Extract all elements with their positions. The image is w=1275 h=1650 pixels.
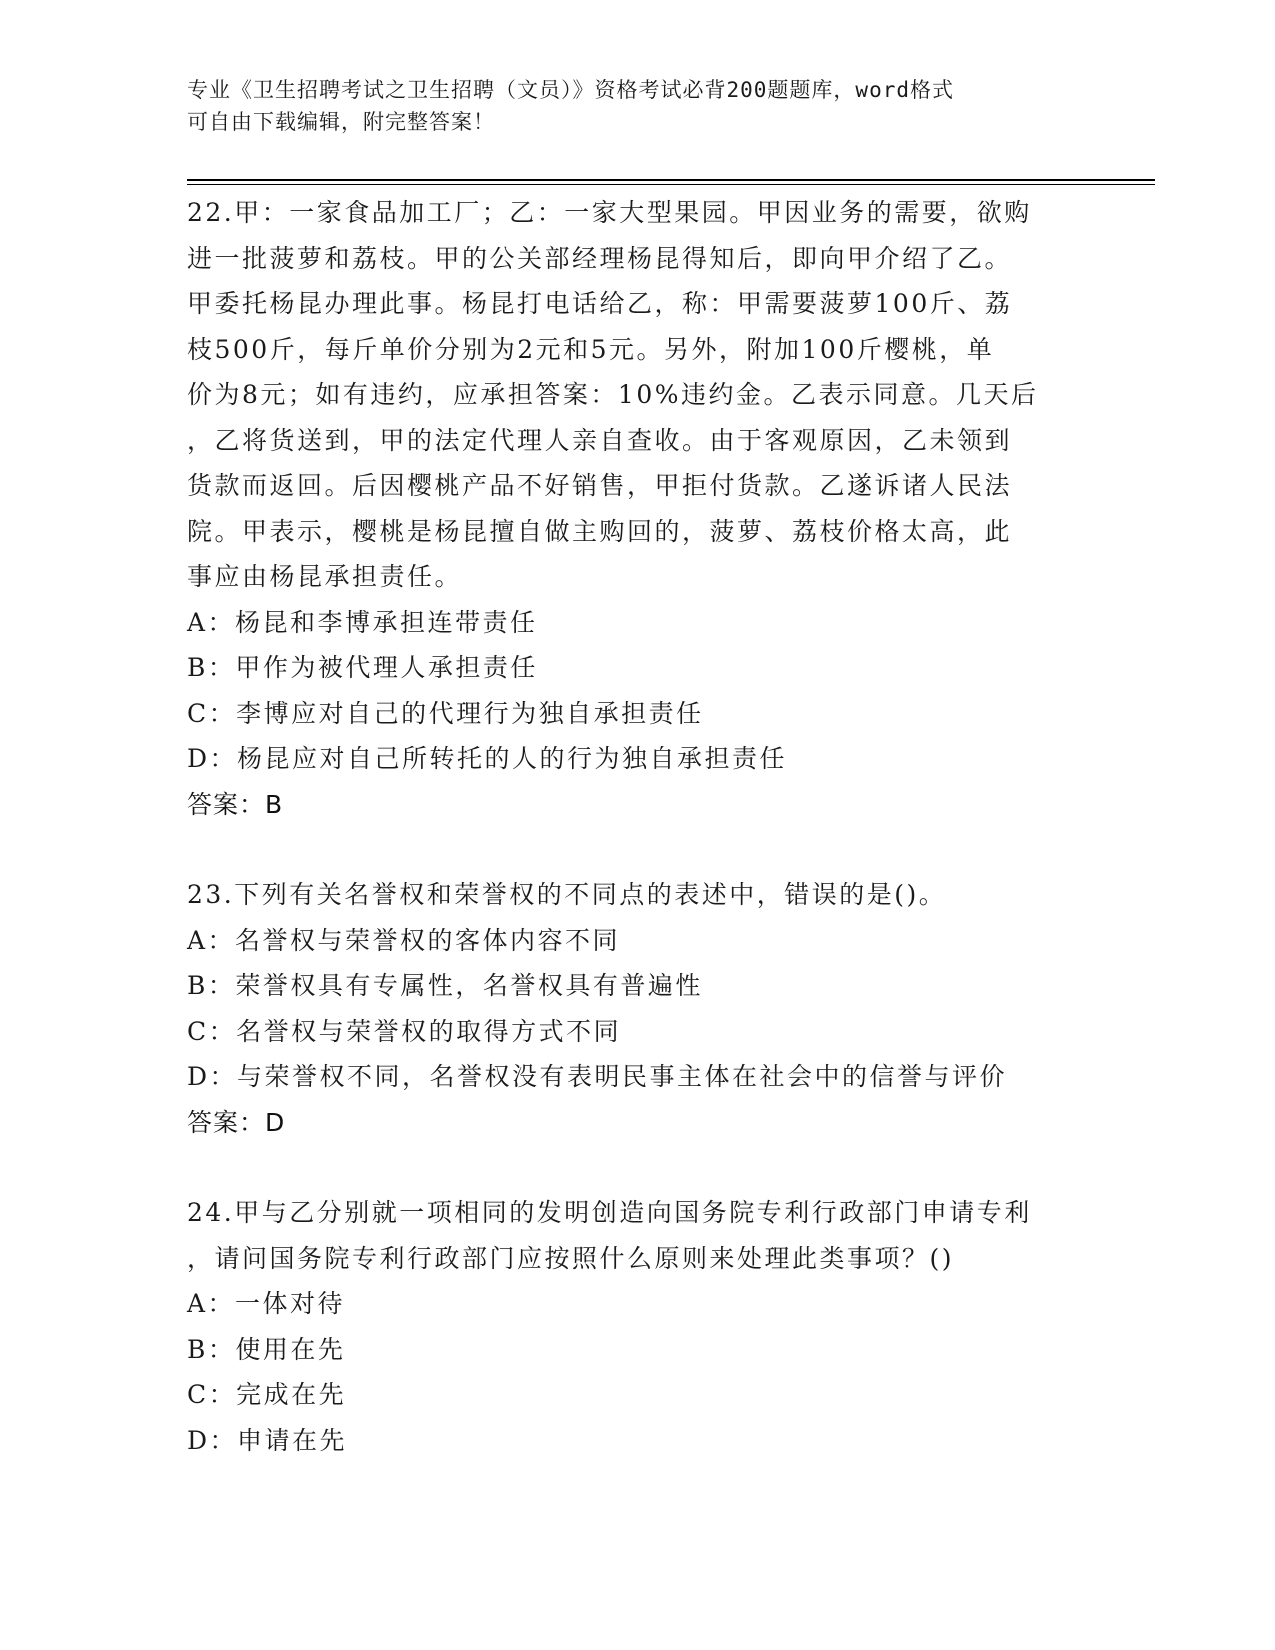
header-divider-thick [187,179,1155,181]
question-24 [187,1190,1087,1463]
option-b: B：使用在先 [187,1334,346,1364]
question-spacer [187,827,1087,872]
question-stem-line: 货款而返回。后因樱桃产品不好销售，甲拒付货款。乙遂诉诸人民法 [187,471,1013,500]
question-stem-line: 院。甲表示，樱桃是杨昆擅自做主购回的，菠萝、荔枝价格太高，此 [187,516,1013,546]
question-stem-line: 23.下列有关名誉权和荣誉权的不同点的表述中，错误的是()。 [187,880,947,909]
question-stem-line: 甲委托杨昆办理此事。杨昆打电话给乙，称：甲需要菠萝100斤、荔 [187,289,1013,318]
question-stem-line: 事应由杨昆承担责任。 [187,562,463,591]
question-spacer [187,1145,1087,1190]
option-c: C：李博应对自己的代理行为独自承担责任 [187,698,704,728]
option-a: A：一体对待 [187,1289,346,1318]
option-a: A：杨昆和李博承担连带责任 [187,607,538,637]
question-list [187,190,1087,1463]
question-stem-line: 进一批菠萝和荔枝。甲的公关部经理杨昆得知后，即向甲介绍了乙。 [187,243,1013,273]
question-stem-line: 24.甲与乙分别就一项相同的发明创造向国务院专利行政部门申请专利 [187,1198,1032,1227]
header-divider-thin [187,184,1155,185]
option-d: D：杨昆应对自己所转托的人的行为独自承担责任 [187,744,788,773]
question-23 [187,872,1087,1145]
option-d: D：与荣誉权不同，名誉权没有表明民事主体在社会中的信誉与评价 [187,1062,1008,1091]
option-d: D：申请在先 [187,1425,348,1455]
option-a: A：名誉权与荣誉权的客体内容不同 [187,925,621,955]
option-c: C：名誉权与荣誉权的取得方式不同 [187,1016,622,1046]
option-b: B：荣誉权具有专属性，名誉权具有普遍性 [187,971,703,1000]
option-c: C：完成在先 [187,1380,347,1409]
question-stem-line: ，请问国务院专利行政部门应按照什么原则来处理此类事项？() [187,1243,955,1273]
header-line-1: 专业《卫生招聘考试之卫生招聘（文员）》资格考试必背200题题库，word格式 [187,78,954,102]
question-stem-line: ，乙将货送到，甲的法定代理人亲自查收。由于客观原因，乙未领到 [187,425,1013,455]
document-header [187,74,1067,138]
header-line-2: 可自由下载编辑，附完整答案！ [187,110,495,134]
option-b: B：甲作为被代理人承担责任 [187,653,538,682]
question-stem-line: 22.甲：一家食品加工厂；乙：一家大型果园。甲因业务的需要，欲购 [187,198,1032,227]
question-stem-line: 价为8元；如有违约，应承担答案：10%违约金。乙表示同意。几天后 [187,380,1039,409]
answer-line: 答案：B [187,789,284,819]
question-22 [187,190,1087,827]
answer-line: 答案：D [187,1107,286,1137]
question-stem-line: 枝500斤，每斤单价分别为2元和5元。另外，附加100斤樱桃，单 [187,334,995,364]
